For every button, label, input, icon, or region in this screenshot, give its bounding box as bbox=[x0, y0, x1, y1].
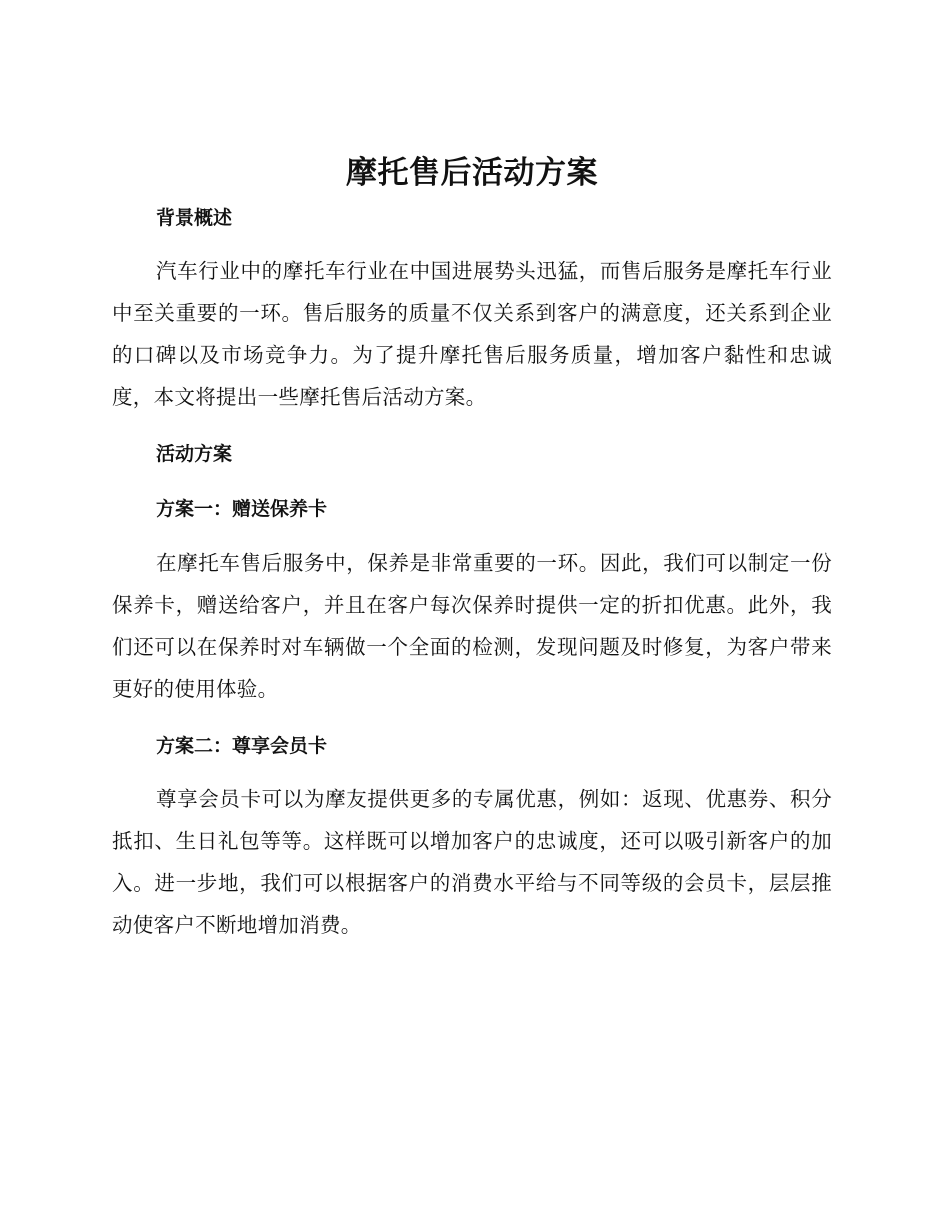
paragraph-plan-two: 尊享会员卡可以为摩友提供更多的专属优惠，例如：返现、优惠券、积分抵扣、生日礼包等等。这样既可以增加客户的忠诚度，还可以吸引新客户的加入。进一步地，我们可以根据客户的消费水平给与不同等级的会员卡，层层推动使客户不断地增加消费。 bbox=[112, 787, 832, 937]
section-heading-plan-two: 方案二：尊享会员卡 bbox=[156, 735, 328, 757]
document-title: 摩托售后活动方案 bbox=[346, 155, 598, 191]
section-heading-background: 背景概述 bbox=[156, 207, 233, 229]
section-heading-activity-plan: 活动方案 bbox=[156, 443, 233, 465]
section-heading-plan-one: 方案一：赠送保养卡 bbox=[156, 498, 328, 520]
document-page bbox=[112, 145, 832, 946]
paragraph-background: 汽车行业中的摩托车行业在中国进展势头迅猛，而售后服务是摩托车行业中至关重要的一环。售后服务的质量不仅关系到客户的满意度，还关系到企业的口碑以及市场竞争力。为了提升摩托售后服务质量，增加客户黏性和忠诚度，本文将提出一些摩托售后活动方案。 bbox=[112, 259, 832, 409]
paragraph-plan-one: 在摩托车售后服务中，保养是非常重要的一环。因此，我们可以制定一份保养卡，赠送给客户，并且在客户每次保养时提供一定的折扣优惠。此外，我们还可以在保养时对车辆做一个全面的检测，发现问题及时修复，为客户带来更好的使用体验。 bbox=[112, 551, 832, 701]
